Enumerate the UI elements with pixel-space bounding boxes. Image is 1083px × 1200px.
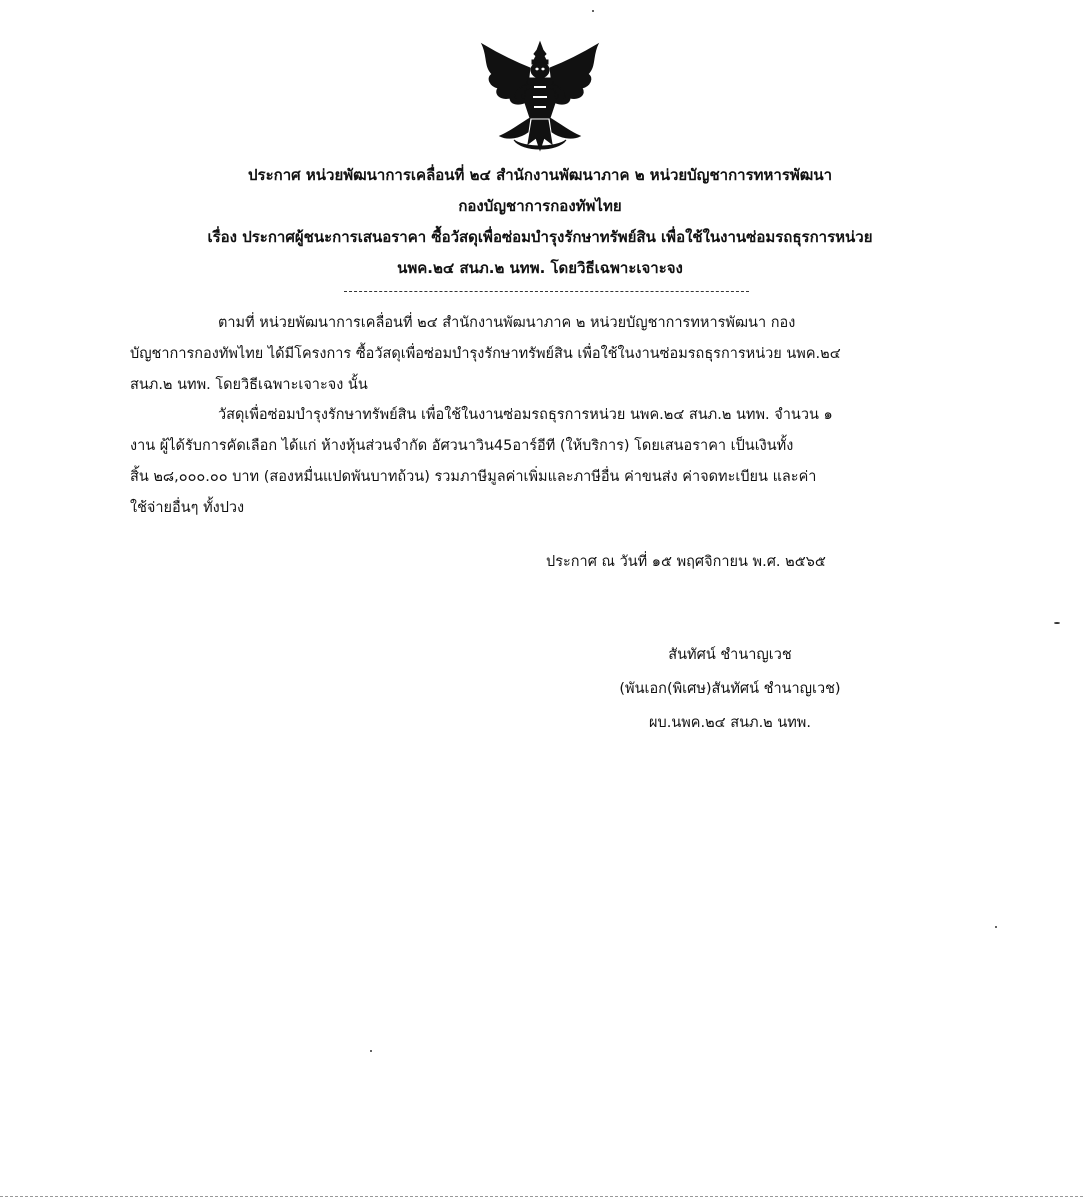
paragraph-line: บัญชาการกองทัพไทย ได้มีโครงการ ซื้อวัสดุเพื่อซ่อมบำรุงรักษาทรัพย์สิน เพื่อใช้ในงานซ่อมรถธุรการหน่วย นพค.๒๔ — [130, 346, 841, 362]
announcement-title — [60, 160, 1020, 284]
scan-speck — [995, 926, 997, 928]
signer-full-name: (พันเอก(พิเศษ)สันทัศน์ ชำนาญเวช) — [619, 681, 841, 697]
paragraph-line: งาน ผู้ได้รับการคัดเลือก ได้แก่ ห้างหุ้นส่วนจำกัด อัศวนาวิน45อาร์อีที (ให้บริการ) โดยเสนอราคา เป็นเงินทั้ง — [130, 438, 794, 454]
paragraph-line: สนภ.๒ นทพ. โดยวิธีเฉพาะเจาะจง นั้น — [130, 377, 368, 393]
scan-speck — [1054, 622, 1060, 624]
paragraph-award — [130, 400, 950, 524]
subject-line-2: นพค.๒๔ สนภ.๒ นทพ. โดยวิธีเฉพาะเจาะจง — [397, 259, 683, 277]
paragraph-line: ใช้จ่ายอื่นๆ ทั้งปวง — [130, 500, 245, 516]
paragraph-line: ตามที่ หน่วยพัฒนาการเคลื่อนที่ ๒๔ สำนักงานพัฒนาภาค ๒ หน่วยบัญชาการทหารพัฒนา กอง — [218, 315, 796, 331]
scan-speck — [592, 10, 594, 12]
subject-line-1: เรื่อง ประกาศผู้ชนะการเสนอราคา ซื้อวัสดุเพื่อซ่อมบำรุงรักษาทรัพย์สิน เพื่อใช้ในงานซ่อมรถธุรการหน่วย — [207, 228, 873, 246]
signature-block — [560, 638, 900, 740]
garuda-emblem-icon — [470, 40, 610, 155]
title-line-1: ประกาศ หน่วยพัฒนาการเคลื่อนที่ ๒๔ สำนักงานพัฒนาภาค ๒ หน่วยบัญชาการทหารพัฒนา — [248, 166, 832, 184]
paragraph-intro — [130, 308, 950, 401]
title-line-2: กองบัญชาการกองทัพไทย — [458, 197, 622, 215]
paragraph-line: สิ้น ๒๘,๐๐๐.๐๐ บาท (สองหมื่นแปดพันบาทถ้วน) รวมภาษีมูลค่าเพิ่มและภาษีอื่น ค่าขนส่ง ค่าจดทะเบียน และค่า — [130, 469, 817, 485]
scan-speck — [370, 1050, 372, 1052]
signer-position: ผบ.นพค.๒๔ สนภ.๒ นทพ. — [649, 715, 811, 731]
announcement-date: ประกาศ ณ วันที่ ๑๕ พฤศจิกายน พ.ศ. ๒๕๖๕ — [546, 554, 826, 570]
paragraph-line: วัสดุเพื่อซ่อมบำรุงรักษาทรัพย์สิน เพื่อใช้ในงานซ่อมรถธุรการหน่วย นพค.๒๔ สนภ.๒ นทพ. จำนวน ๑ — [218, 407, 833, 423]
signer-name: สันทัศน์ ชำนาญเวช — [668, 647, 792, 663]
scan-bottom-edge — [0, 1196, 1083, 1197]
title-divider — [344, 291, 749, 292]
